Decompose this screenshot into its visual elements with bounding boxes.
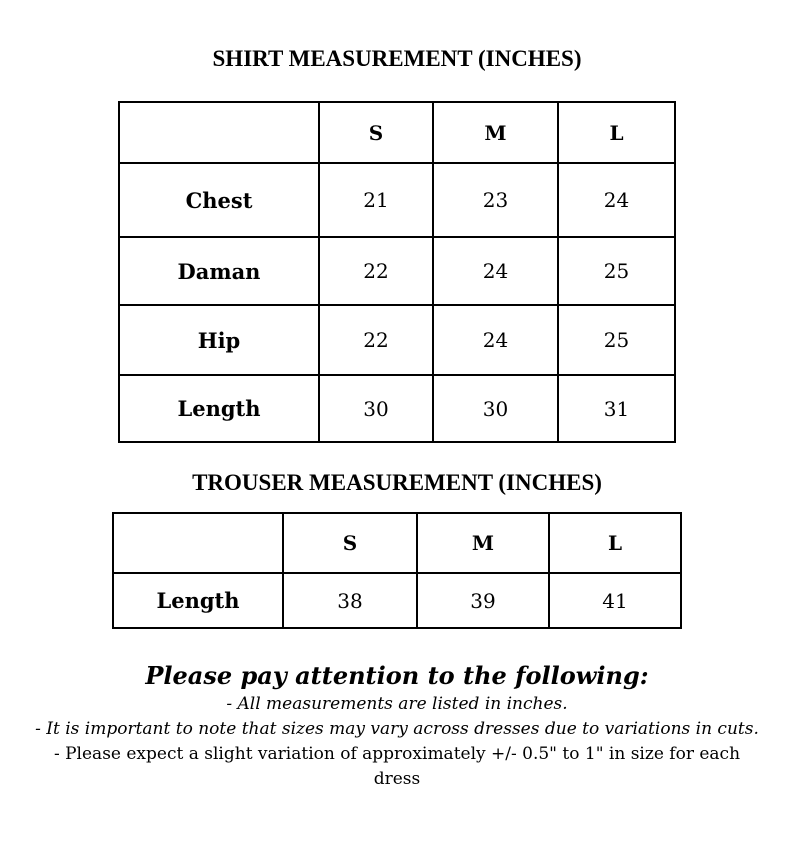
table-cell: 25: [558, 305, 675, 375]
table-cell: 22: [319, 237, 433, 305]
table-cell: 41: [549, 573, 681, 628]
note-line: - All measurements are listed in inches.: [226, 694, 568, 714]
row-label-chest: Chest: [119, 163, 319, 237]
notes-heading: Please pay attention to the following:: [145, 661, 649, 690]
table-cell: 30: [433, 375, 558, 442]
row-label-daman: Daman: [119, 237, 319, 305]
size-l-header: L: [558, 102, 675, 163]
table-cell: 22: [319, 305, 433, 375]
row-label-length: Length: [113, 573, 283, 628]
table-cell: 39: [417, 573, 549, 628]
trouser-header-row: [113, 513, 681, 573]
table-row: [119, 163, 675, 237]
table-cell: 25: [558, 237, 675, 305]
table-row: [119, 237, 675, 305]
table-cell: 24: [433, 305, 558, 375]
table-cell: 24: [558, 163, 675, 237]
table-cell: 21: [319, 163, 433, 237]
row-label-length: Length: [119, 375, 319, 442]
table-cell: 23: [433, 163, 558, 237]
size-m-header: M: [433, 102, 558, 163]
shirt-size-table: [118, 101, 676, 443]
corner-cell: [113, 513, 283, 573]
row-label-hip: Hip: [119, 305, 319, 375]
table-cell: 31: [558, 375, 675, 442]
table-cell: 24: [433, 237, 558, 305]
table-cell: 30: [319, 375, 433, 442]
shirt-header-row: [119, 102, 675, 163]
note-line: - Please expect a slight variation of approximately +/- 0.5" to 1" in size for each dress: [53, 744, 741, 789]
size-l-header: L: [549, 513, 681, 573]
corner-cell: [119, 102, 319, 163]
trouser-size-table: [112, 512, 682, 629]
shirt-measurement-title: SHIRT MEASUREMENT (INCHES): [212, 46, 582, 71]
size-s-header: S: [283, 513, 417, 573]
table-cell: 38: [283, 573, 417, 628]
table-row: [119, 305, 675, 375]
table-row: [113, 573, 681, 628]
note-line: - It is important to note that sizes may vary across dresses due to variations in cuts.: [35, 719, 759, 739]
size-s-header: S: [319, 102, 433, 163]
table-row: [119, 375, 675, 442]
notes-section: [20, 660, 774, 792]
size-m-header: M: [417, 513, 549, 573]
trouser-measurement-title: TROUSER MEASUREMENT (INCHES): [192, 470, 602, 495]
